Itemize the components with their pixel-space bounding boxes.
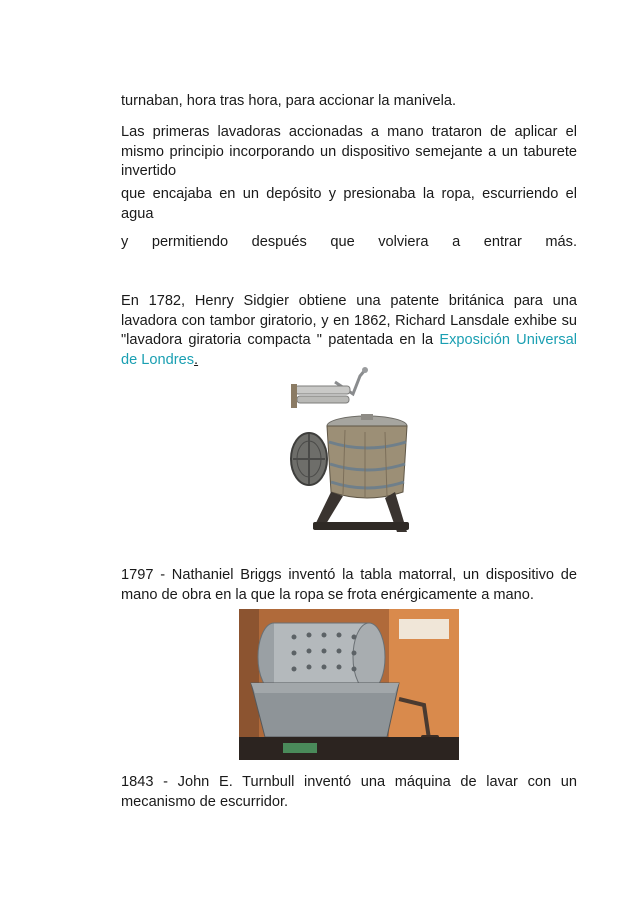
paragraph-1843: 1843 - John E. Turnbull inventó una máquina de lavar con un mecanismo de escurridor. [121,774,577,810]
drum-washing-machine-image [239,609,459,760]
word: y [121,234,129,250]
word: entrar [483,234,522,250]
word: después [251,234,307,250]
word: que [330,234,355,250]
paragraph-turnaban: turnaban, hora tras hora, para accionar la manivela. [121,93,457,109]
paragraph-1782 [121,292,577,370]
paragraph-1782-text: En 1782, Henry Sidgier obtiene una patente británica para una lavadora con tambor giratorio, y en 1862, Richard Lansdale exhibe su "lavadora giratoria compacta " patentada en la [121,293,577,348]
paragraph-deposito: que encajaba en un depósito y presionaba la ropa, escurriendo el agua [121,186,577,222]
rotary-washing-machine-image [285,364,415,539]
word: más. [545,234,577,250]
paragraph-1797: 1797 - Nathaniel Briggs inventó la tabla matorral, un dispositivo de mano de obra en la que la ropa se frota enérgicamente a mano. [121,567,577,603]
word: a [452,234,461,250]
paragraph-permitiendo [121,233,577,253]
word: permitiendo [151,234,229,250]
exposicion-universal-link[interactable]: Exposición Universal de Londres [121,332,577,368]
paragraph-primeras-lavadoras: Las primeras lavadoras accionadas a mano trataron de aplicar el mismo principio incorporando un dispositivo semejante a un taburete invertido [121,124,577,179]
word: volviera [378,234,429,250]
paragraph-1782-end: . [194,351,199,368]
